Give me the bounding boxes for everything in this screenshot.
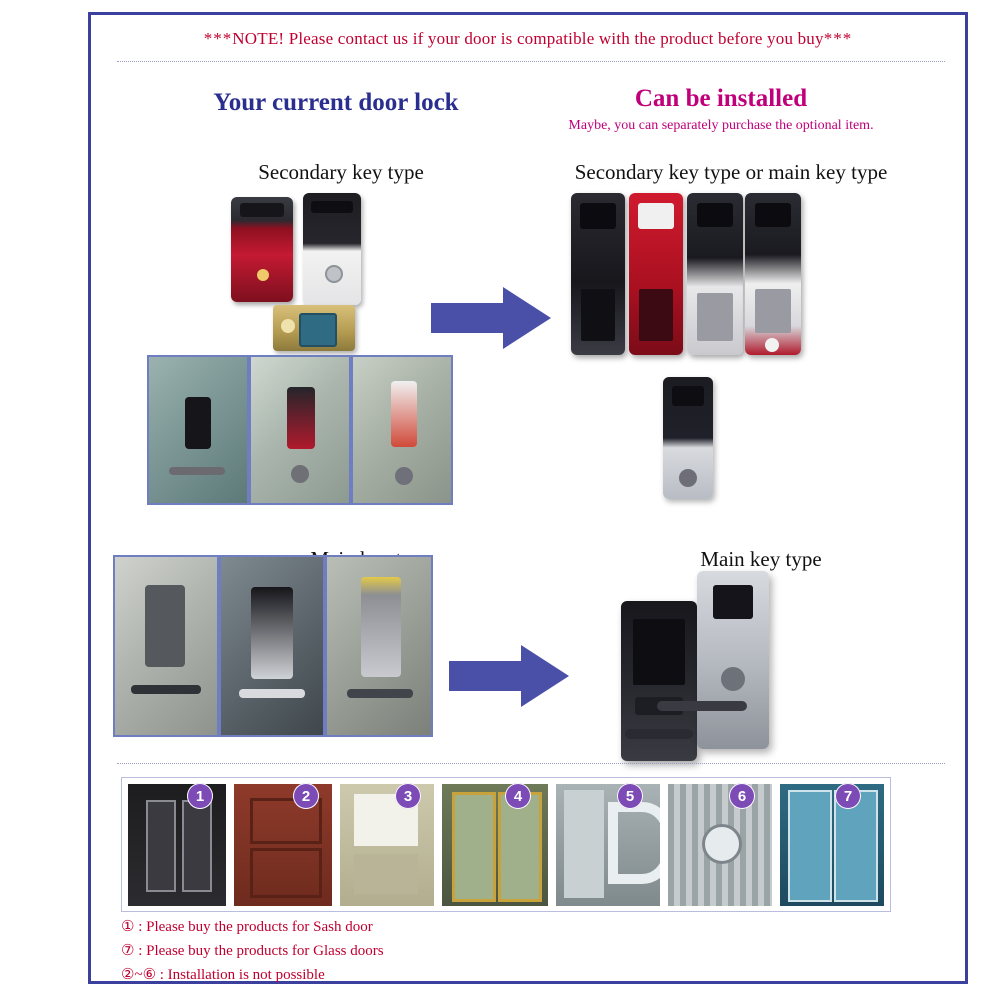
door-badge-6: 6: [729, 783, 755, 809]
row1-left-label: Secondary key type: [258, 160, 424, 184]
lock-photo-red: [231, 197, 293, 302]
door-photo-5: [219, 555, 325, 737]
main-lock-back: [697, 571, 769, 749]
note-text: NOTE! Please contact us if your door is compatible with the product before you buy: [232, 29, 824, 48]
arrow-row-2: [449, 645, 569, 707]
compat-lock-3: [687, 193, 743, 355]
door-type-3: [340, 784, 434, 906]
door-photo-3: [351, 355, 453, 505]
lock-photo-black: [303, 193, 361, 305]
row1-right-label: Secondary key type or main key type: [574, 160, 888, 184]
heading-left: Your current door lock: [213, 89, 459, 116]
legend-line-2: ⑦ : Please buy the products for Glass doors: [121, 943, 384, 959]
door-type-4: [442, 784, 548, 906]
door-photo-6: [325, 555, 433, 737]
door-photo-1: [147, 355, 249, 505]
door-photo-2: [249, 355, 351, 505]
compat-lock-optional: [663, 377, 713, 499]
main-lock-front: [621, 601, 697, 761]
main-lock-handle: [657, 701, 747, 711]
door-badge-3: 3: [395, 783, 421, 809]
door-badge-1: 1: [187, 783, 213, 809]
note-stars-left: ***: [203, 29, 233, 48]
heading-right-subtitle: Maybe, you can separately purchase the optional item.: [568, 118, 874, 133]
door-badge-5: 5: [617, 783, 643, 809]
door-badge-2: 2: [293, 783, 319, 809]
door-photo-4: [113, 555, 219, 737]
row2-right-label: Main key type: [700, 547, 822, 571]
door-type-6: [668, 784, 772, 906]
door-badge-7: 7: [835, 783, 861, 809]
arrow-row-1: [431, 287, 551, 349]
door-type-5: [556, 784, 660, 906]
legend-line-1: ① : Please buy the products for Sash door: [121, 919, 373, 935]
note-banner: [91, 29, 965, 49]
heading-right: Can be installed: [634, 85, 808, 112]
deadbolt-photo: [273, 305, 355, 351]
door-type-7: [780, 784, 884, 906]
compat-lock-1: [571, 193, 625, 355]
compat-lock-4: [745, 193, 801, 355]
divider-top: [117, 61, 945, 62]
poster-frame: [88, 12, 968, 984]
compat-lock-2: [629, 193, 683, 355]
door-badge-4: 4: [505, 783, 531, 809]
legend-line-3: ②~⑥ : Installation is not possible: [121, 967, 325, 983]
note-stars-right: ***: [823, 29, 853, 48]
divider-bottom: [117, 763, 945, 764]
